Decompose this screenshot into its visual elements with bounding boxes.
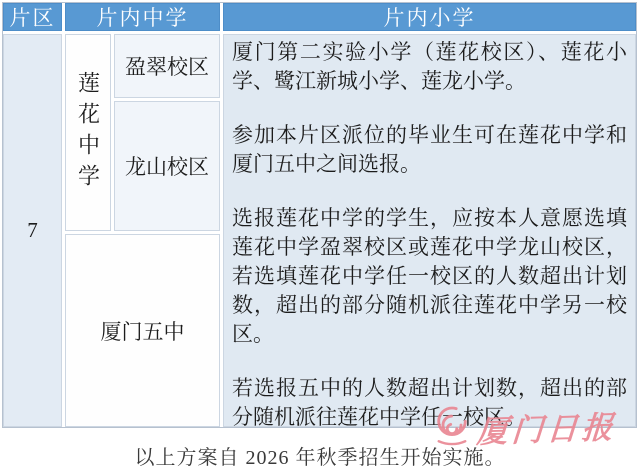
header-middle-schools: 片内中学 [65,3,220,31]
primary-paragraph-schools-list: 厦门第二实验小学（莲花校区）、莲花小学、鹭江新城小学、莲龙小学。 [232,40,627,93]
footer-note: 以上方案自 2026 年秋季招生开始实施。 [134,447,506,469]
header-primary-schools: 片内小学 [223,3,636,31]
primary-paragraph-lianhua-rule: 选报莲花中学的学生，应按本人意愿选填莲花中学盈翠校区或莲花中学龙山校区，若选填莲花中学任一校区的人数超出计划数，超出的部分随机派往莲花中学另一校区。 [232,206,627,346]
primary-paragraph-choice-rule: 参加本片区派位的毕业生可在莲花中学和厦门五中之间选报。 [232,123,627,176]
cell-primary-schools-detail [223,34,636,427]
cell-second-middle-school: 厦门五中 [65,234,220,427]
header-zone: 片区 [3,3,62,31]
primary-paragraph-wuzhong-rule: 若选报五中的人数超出计划数，超出的部分随机派往莲花中学任一校区。 [232,376,627,429]
cell-middle-school-name [65,34,111,231]
cell-campus-yingcui: 盈翠校区 [114,34,220,98]
admission-zone-table [2,2,637,428]
middle-school-name-vertical-text: 莲花中学 [75,70,101,195]
watermark-text: 厦门日报 [475,409,618,450]
cell-campus-longshan: 龙山校区 [114,101,220,231]
cell-zone-number: 7 [3,34,62,427]
